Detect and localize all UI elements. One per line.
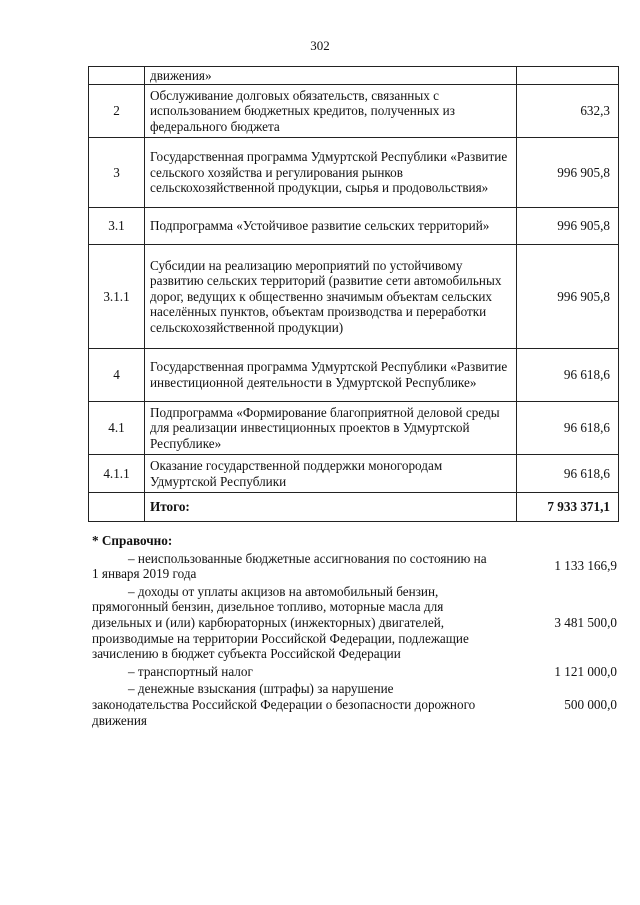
reference-item-text: – транспортный налог xyxy=(128,663,253,679)
row-amount: 996 905,8 xyxy=(517,245,619,349)
reference-item-text: – денежные взыскания (штрафы) за нарушение законодательства Российской Федерации о безопасности дорожного движения xyxy=(92,681,476,728)
total-row xyxy=(89,493,619,522)
row-number: 4.1 xyxy=(89,402,145,455)
row-number: 4.1.1 xyxy=(89,455,145,493)
table-row xyxy=(89,349,619,402)
row-description: Обслуживание долговых обязательств, связанных с использованием бюджетных кредитов, полученных из федерального бюджета xyxy=(145,85,517,138)
page-number: 302 xyxy=(310,38,330,53)
row-description: Подпрограмма «Устойчивое развитие сельских территорий» xyxy=(145,208,517,245)
row-amount: 996 905,8 xyxy=(517,208,619,245)
row-amount: 96 618,6 xyxy=(517,455,619,493)
table-row xyxy=(89,245,619,349)
budget-table xyxy=(88,66,619,522)
table-row xyxy=(89,85,619,138)
reference-item xyxy=(92,664,619,680)
row-number: 3 xyxy=(89,138,145,208)
reference-section xyxy=(92,533,619,730)
total-label: Итого: xyxy=(145,493,517,522)
table-row xyxy=(89,138,619,208)
row-number: 2 xyxy=(89,85,145,138)
table-row xyxy=(89,402,619,455)
reference-item xyxy=(92,551,619,582)
row-description: Государственная программа Удмуртской Республики «Развитие инвестиционной деятельности в Удмуртской Республике» xyxy=(145,349,517,402)
row-description: Оказание государственной поддержки моногородам Удмуртской Республики xyxy=(145,455,517,493)
total-amount: 7 933 371,1 xyxy=(517,493,619,522)
reference-item-amount: 1 121 000,0 xyxy=(554,663,617,679)
reference-item-amount: 3 481 500,0 xyxy=(554,614,617,630)
reference-item xyxy=(92,681,619,728)
row-number: 4 xyxy=(89,349,145,402)
row-description: Субсидии на реализацию мероприятий по устойчивому развитию сельских территорий (развитие сети автомобильных дорог, ведущих к общественно значимым объектам сельских населённых пунктов, объектам производства и переработки сельскохозяйственной продукции) xyxy=(145,245,517,349)
reference-title: * Справочно: xyxy=(92,533,173,548)
reference-item-amount: 1 133 166,9 xyxy=(554,558,617,574)
row-amount xyxy=(517,67,619,85)
reference-item-amount: 500 000,0 xyxy=(564,696,617,712)
row-description: движения» xyxy=(145,67,517,85)
reference-item-text: – неиспользованные бюджетные ассигнования по состоянию на 1 января 2019 года xyxy=(92,550,487,582)
row-amount: 632,3 xyxy=(517,85,619,138)
row-amount: 96 618,6 xyxy=(517,349,619,402)
row-description: Государственная программа Удмуртской Республики «Развитие сельского хозяйства и регулирования рынков сельскохозяйственной продукции, сырья и продовольствия» xyxy=(145,138,517,208)
table-row xyxy=(89,455,619,493)
row-description: Подпрограмма «Формирование благоприятной деловой среды для реализации инвестиционных проектов в Удмуртской Республике» xyxy=(145,402,517,455)
reference-item xyxy=(92,584,619,662)
total-number xyxy=(89,493,145,522)
row-amount: 96 618,6 xyxy=(517,402,619,455)
reference-item-text: – доходы от уплаты акцизов на автомобильный бензин, прямогонный бензин, дизельное топливо, моторные масла для дизельных и (или) карбюраторных (инжекторных) двигателей, производимые на территории Российской Федерации, подлежащие зачислению в бюджет субъекта Российской Федерации xyxy=(92,583,469,662)
row-number: 3.1.1 xyxy=(89,245,145,349)
table-row xyxy=(89,208,619,245)
table-row xyxy=(89,67,619,85)
row-number xyxy=(89,67,145,85)
row-number: 3.1 xyxy=(89,208,145,245)
row-amount: 996 905,8 xyxy=(517,138,619,208)
